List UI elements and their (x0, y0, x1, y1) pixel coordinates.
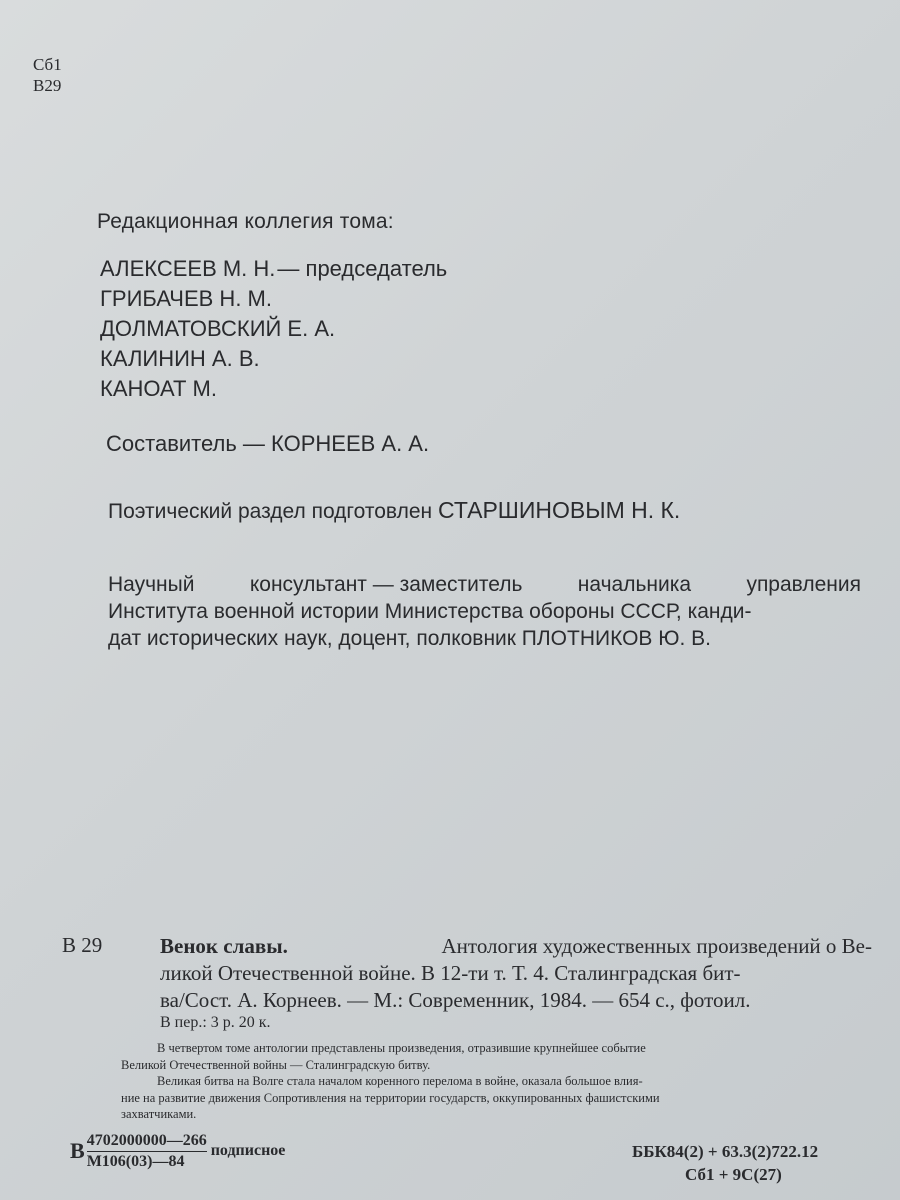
annotation-text: захватчиками. (121, 1107, 197, 1121)
bbk-line: ББК84(2) + 63.3(2)722.12 (632, 1142, 819, 1161)
annotation-line (121, 1040, 873, 1057)
annotation (121, 1040, 873, 1123)
catalog-letter: В (70, 1138, 85, 1163)
consultant-word: консультант — заместитель (249, 573, 523, 596)
consultant-word: начальника (577, 573, 692, 596)
annotation-line (121, 1057, 873, 1074)
poetic-section-text: Поэтический раздел подготовлен (108, 500, 433, 523)
biblio-line (160, 933, 872, 960)
member-name: ДОЛМАТОВСКИЙ Е. А. (100, 316, 336, 341)
bibliographic-record (160, 933, 872, 1014)
biblio-text: ва/Сост. А. Корнеев. — М.: Современник, 1984. — 654 с., фотоил. (160, 988, 751, 1012)
member-name: ГРИБАЧЕВ Н. М. (100, 286, 272, 311)
consultant-word: управления (746, 573, 861, 596)
catalog-denominator: М106(03)—84 (86, 1153, 185, 1170)
board-member (100, 284, 447, 314)
biblio-line (160, 960, 872, 987)
bbk-line: Сб1 + 9С(27) (685, 1165, 782, 1184)
board-member (100, 344, 447, 374)
annotation-line (121, 1106, 873, 1123)
biblio-text: Антология художественных произведений о Ве- (441, 934, 872, 958)
editorial-board-title: Редакционная коллегия тома: (97, 210, 394, 233)
class-code: Сб1 (33, 55, 62, 74)
bbk-classification (632, 1140, 818, 1186)
board-member (100, 374, 447, 404)
poetic-section-line (108, 497, 680, 524)
annotation-text: ние на развитие движения Сопротивления на территории государств, оккупированных фашистскими (121, 1090, 660, 1105)
poetic-section-editor: СТАРШИНОВЫМ Н. К. (437, 497, 681, 523)
biblio-line (160, 987, 872, 1014)
classification-codes (33, 54, 62, 96)
consultant-line (108, 598, 861, 625)
bibliographic-code: В 29 (62, 933, 103, 957)
annotation-line (121, 1090, 873, 1107)
member-name: КАНОАТ М. (100, 376, 217, 401)
scientific-consultant (108, 571, 861, 652)
price-line: В пер.: 3 р. 20 к. (160, 1014, 271, 1031)
annotation-text: Великой Отечественной войны — Сталинградскую битву. (121, 1057, 431, 1072)
annotation-text: В четвертом томе антологии представлены произведения, отразившие крупнейшее событие (157, 1041, 646, 1055)
compiler-line: Составитель — КОРНЕЕВ А. А. (106, 431, 430, 456)
consultant-text: дат исторических наук, доцент, полковник ПЛОТНИКОВ Ю. В. (108, 627, 712, 650)
consultant-line (108, 625, 861, 652)
biblio-text: ликой Отечественной войне. В 12-ти т. Т. 4. Сталинградская бит- (160, 961, 741, 985)
board-member (100, 254, 447, 284)
board-member (100, 314, 447, 344)
class-code: В29 (33, 76, 62, 95)
catalog-index (70, 1131, 285, 1171)
member-name: АЛЕКСЕЕВ М. Н. (100, 256, 276, 281)
subscription-label: подписное (210, 1142, 286, 1159)
member-name: КАЛИНИН А. В. (100, 346, 260, 371)
catalog-fraction (87, 1131, 207, 1171)
annotation-text: Великая битва на Волге стала началом коренного перелома в войне, оказала большое влия- (157, 1074, 643, 1088)
annotation-line (121, 1073, 873, 1090)
editorial-board-members (100, 254, 447, 404)
book-title: Венок славы. (160, 934, 288, 958)
consultant-word: Научный (108, 573, 195, 596)
consultant-text: Института военной истории Министерства обороны СССР, канди- (108, 600, 752, 623)
member-role: — председатель (277, 256, 448, 281)
catalog-numerator: 4702000000—266 (87, 1131, 207, 1152)
consultant-line (108, 571, 861, 598)
